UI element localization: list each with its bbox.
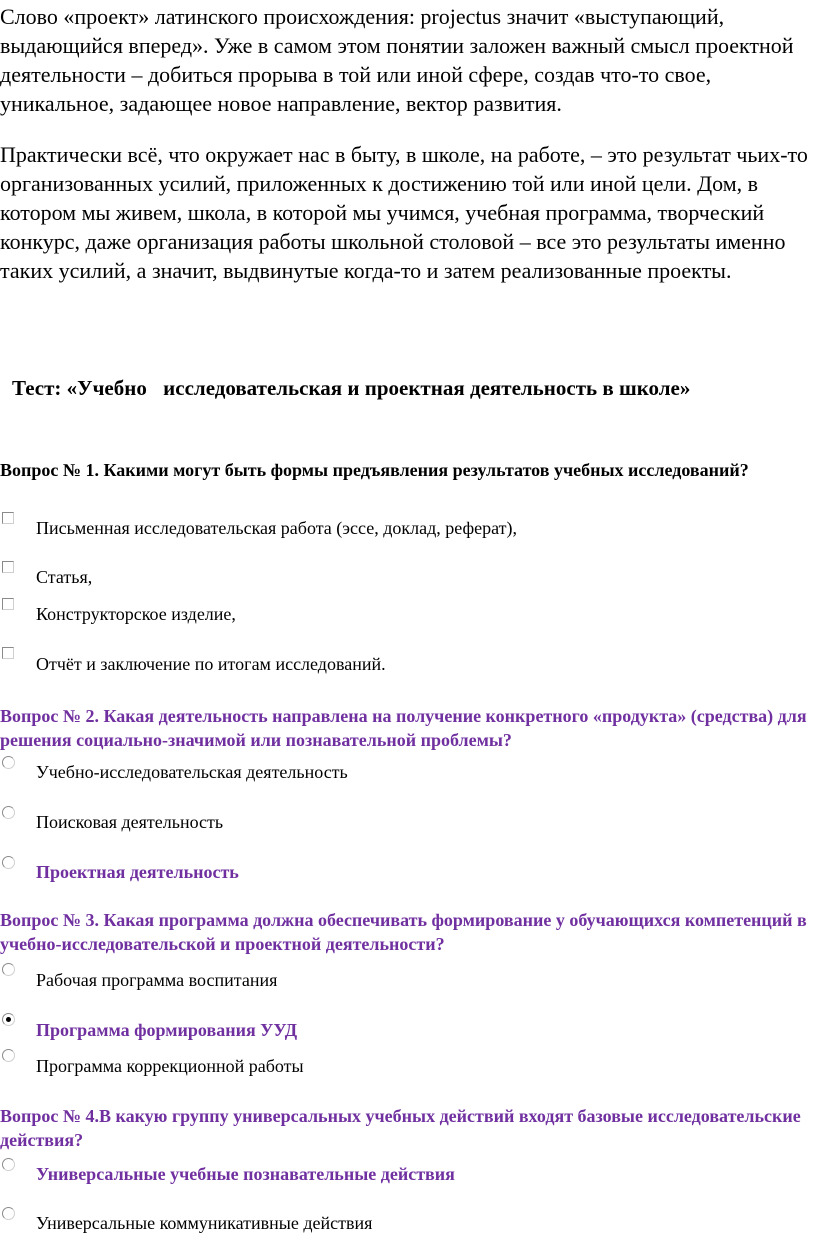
- checkbox[interactable]: [2, 512, 14, 524]
- intro-paragraph-2: [0, 140, 812, 285]
- option-label: Отчёт и заключение по итогам исследований.: [36, 654, 386, 674]
- question-4-title: Вопрос № 4.В какую группу универсальных учебных действий входят базовые исследовательские действия?: [0, 1106, 801, 1150]
- intro-text-1: Слово «проект» латинского происхождения: projectus значит «выступающий, выдающийся вперед». Уже в самом этом понятии заложен важный смысл проектной деятельности – добиться прорыва в той или иной сфере, создав что-то свое, уникальное, задающее новое направление, вектор развития.: [0, 4, 794, 116]
- option-label: Письменная исследовательская работа (эссе, доклад, реферат),: [36, 518, 517, 538]
- question-2-title: Вопрос № 2. Какая деятельность направлена на получение конкретного «продукта» (средства) для решения социально-значимой или познавательной проблемы?: [0, 706, 807, 750]
- option-label: Программа формирования УУД: [36, 1020, 298, 1040]
- option-label: Конструкторское изделие,: [36, 604, 236, 624]
- option-label: Программа коррекционной работы: [36, 1056, 304, 1076]
- option-label: Универсальные коммуникативные действия: [36, 1213, 373, 1233]
- radio-button-selected[interactable]: [2, 1013, 15, 1026]
- radio-button[interactable]: [2, 1158, 15, 1171]
- checkbox[interactable]: [2, 647, 14, 659]
- option-label: Учебно-исследовательская деятельность: [36, 762, 348, 782]
- radio-button[interactable]: [2, 1207, 15, 1220]
- option-label: Универсальные учебные познавательные действия: [36, 1164, 455, 1184]
- radio-button[interactable]: [2, 1049, 15, 1062]
- option-label: Поисковая деятельность: [36, 812, 224, 832]
- radio-button[interactable]: [2, 756, 15, 769]
- radio-button[interactable]: [2, 856, 15, 869]
- option-label: Статья,: [36, 567, 93, 587]
- question-1-title: Вопрос № 1. Какими могут быть формы предъявления результатов учебных исследований?: [0, 460, 749, 480]
- checkbox[interactable]: [2, 561, 14, 573]
- radio-button[interactable]: [2, 963, 15, 976]
- checkbox[interactable]: [2, 598, 14, 610]
- radio-button[interactable]: [2, 806, 15, 819]
- question-3-title: Вопрос № 3. Какая программа должна обеспечивать формирование у обучающихся компетенций в учебно-исследовательской и проектной деятельности?: [0, 910, 807, 954]
- test-title: Тест: «Учебно исследовательская и проектная деятельность в школе»: [12, 376, 680, 400]
- option-label: Проектная деятельность: [36, 862, 239, 882]
- option-label: Рабочая программа воспитания: [36, 970, 278, 990]
- intro-text-2: Практически всё, что окружает нас в быту, в школе, на работе, – это результат чьих-то организованных усилий, приложенных к достижению той или иной цели. Дом, в котором мы живем, школа, в которой мы учимся, учебная программа, творческий конкурс, даже организация работы школьной столовой – все это результаты именно таких усилий, а значит, выдвинутые когда-то и затем реализованные проекты.: [0, 142, 808, 283]
- intro-paragraph-1: [0, 2, 812, 118]
